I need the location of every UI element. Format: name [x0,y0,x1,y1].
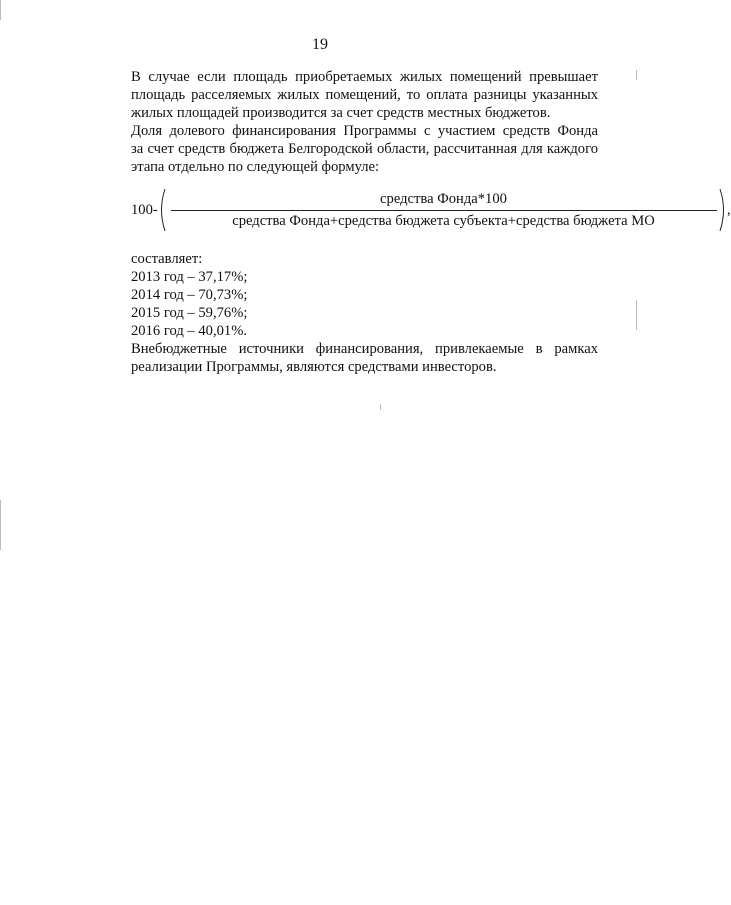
formula-prefix: 100- [131,202,158,218]
paragraph-housing-area [131,68,598,122]
formula-comma: , [727,202,731,218]
list-item: 2014 год – 70,73%; [131,287,248,303]
financing-formula [131,188,731,236]
paragraph-line: Доля долевого финансирования Программы с участием средств Фонда [131,123,598,139]
paragraph-line: площадь расселяемых жилых помещений, то оплата разницы указанных [131,87,598,103]
paragraph-line: этапа отдельно по следующей формуле: [131,159,380,175]
scan-speck [380,404,381,410]
paragraph-line: В случае если площадь приобретаемых жилых помещений превышает [131,69,598,85]
yearly-share-list [131,250,247,340]
list-intro: составляет: [131,251,203,267]
list-item: 2013 год – 37,17%; [131,269,248,285]
scan-edge-mark [0,500,1,550]
paragraph-financing-share [131,122,598,176]
list-item: 2015 год – 59,76%; [131,305,248,321]
scan-edge-mark [0,0,1,20]
formula-denominator: средства Фонда+средства бюджета субъекта+средства бюджета МО [232,213,655,229]
paragraph-line: жилых площадей производится за счет средств местных бюджетов. [131,105,551,121]
fraction-bar [171,210,717,211]
left-parenthesis [157,188,167,232]
paragraph-line: Внебюджетные источники финансирования, привлекаемые в рамках [131,341,598,357]
paragraph-extrabudgetary [131,340,598,376]
list-item: 2016 год – 40,01%. [131,323,247,339]
paragraph-line: за счет средств бюджета Белгородской области, рассчитанная для каждого [131,141,598,157]
scan-edge-mark [636,300,637,330]
scan-edge-mark [636,70,637,80]
page-number: 19 [312,36,328,53]
formula-numerator: средства Фонда*100 [380,191,507,207]
paragraph-line: реализации Программы, являются средствами инвесторов. [131,359,497,375]
